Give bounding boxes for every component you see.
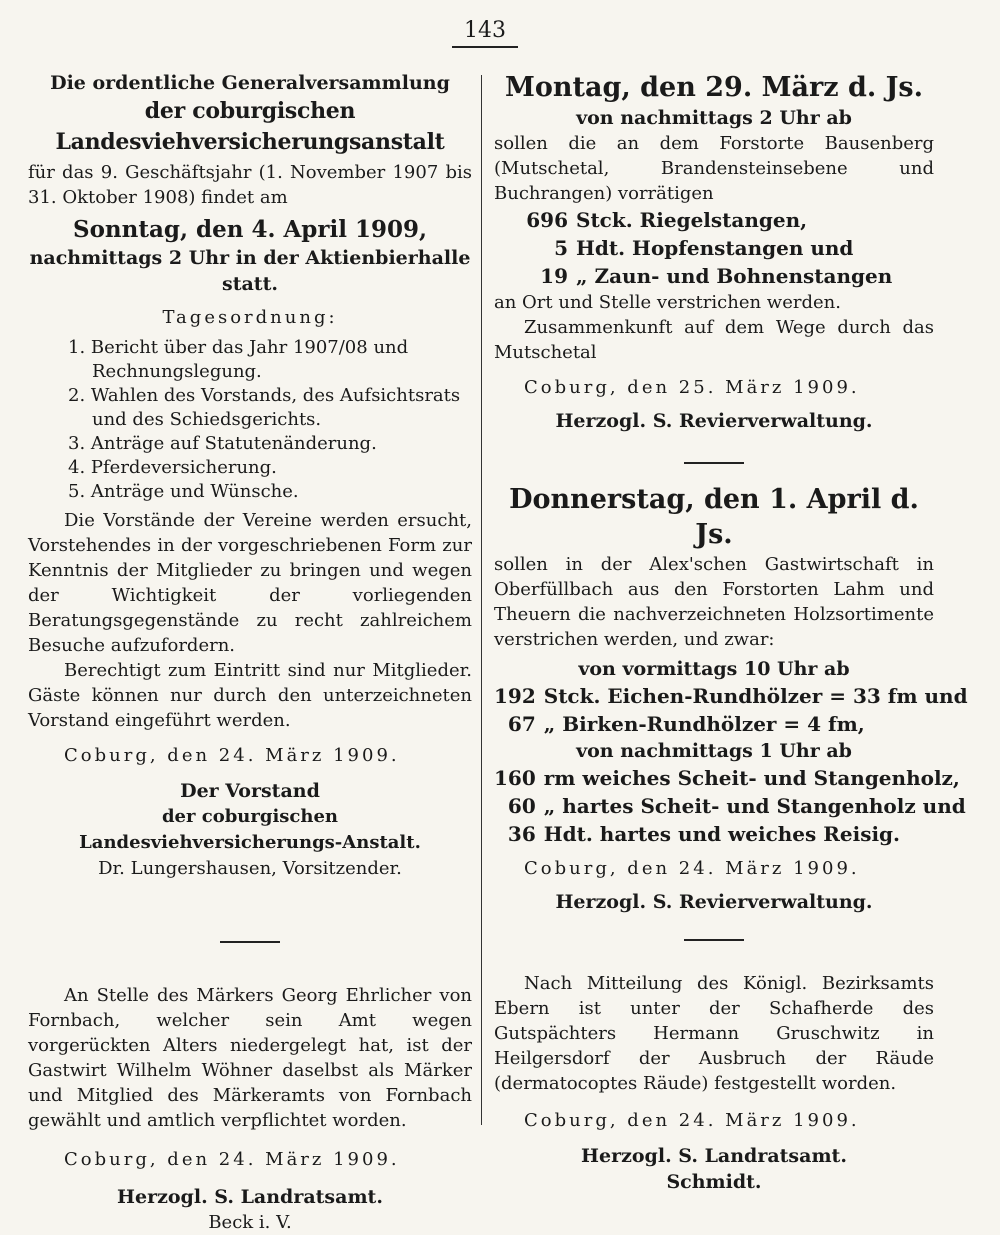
assembly-heading-line2: der coburgischen Landesviehversicherungsanstalt [55,98,445,155]
assembly-date: Sonntag, den 4. April 1909, [72,216,428,243]
auction1-date: Montag, den 29. März d. Js. [504,72,924,103]
auction1-body: sollen die an dem Forstorte Bausenberg (Mutschetal, Brandensteinsebene und Buchrangen) vorrätigen [494,133,934,204]
section-rule [684,939,744,941]
section-rule [220,941,280,943]
maerker-signature: Herzogl. S. Landratsamt. [117,1186,383,1208]
list-item: 19 „ Zaun- und Bohnenstangen [540,264,893,288]
auction1-signature: Herzogl. S. Revierverwaltung. [555,410,873,432]
assembly-signature-title: Der Vorstand [180,780,320,802]
left-column [28,70,472,1235]
agenda-item: 3. Anträge auf Statutenänderung. [68,433,377,454]
announcement-raeude [494,971,934,1195]
announcement-general-assembly [28,70,472,881]
assembly-paragraph-1: Die Vorstände der Vereine werden ersucht, Vorstehendes in der vorgeschriebenen Form zur Kenntnis der Mitglieder zu bringen und wegen der Wichtigkeit der vorliegenden Beratungsgegenstände zu recht zahlreichem Besuche aufzufordern. [28,510,472,656]
agenda-item: 5. Anträge und Wünsche. [68,481,299,502]
assembly-signature-name: Dr. Lungershausen, Vorsitzender. [98,858,402,879]
auction2-signature: Herzogl. S. Revierverwaltung. [555,891,873,913]
maerker-body: An Stelle des Märkers Georg Ehrlicher von Fornbach, welcher sein Amt wegen vorgerückten Alters niedergelegt hat, ist der Gastwirt Wilhelm Wöhner daselbst als Märker und Mitglied des Märkeramts von Fornbach gewählt und amtlich verpflichtet worden. [28,985,472,1131]
list-item: 160 rm weiches Scheit- und Stangenholz, [494,766,960,790]
auction2-time-morning: von vormittags 10 Uhr ab [578,658,850,680]
auction2-date: Donnerstag, den 1. April d. Js. [509,484,919,550]
assembly-signature-org: der coburgischen Landesviehversicherungs-Anstalt. [79,806,421,853]
agenda-item: 2. Wahlen des Vorstands, des Aufsichtsrats und des Schiedsgerichts. [68,385,461,430]
raeude-place-date: Coburg, den 24. März 1909. [524,1110,860,1131]
agenda-list [28,336,472,504]
section-rule [684,462,744,464]
auction1-body2: an Ort und Stelle verstrichen werden. [494,292,841,313]
column-divider [481,75,482,1125]
list-item: 696 Stck. Riegelstangen, [526,208,808,232]
right-column [494,70,968,1195]
agenda-item: 1. Bericht über das Jahr 1907/08 und Rechnungslegung. [68,337,409,382]
raeude-body: Nach Mitteilung des Königl. Bezirksamts Ebern ist unter der Schafherde des Gutspächters Hermann Gruschwitz in Heilgersdorf der Ausbruch der Räude (dermatocoptes Räude) festgestellt worden. [494,973,934,1094]
assembly-time: nachmittags 2 Uhr in der Aktienbierhalle statt. [29,247,471,295]
maerker-signature-sub: Beck i. V. [208,1212,292,1233]
auction2-items-morning [494,682,968,738]
list-item: 60 „ hartes Scheit- und Stangenholz und [507,794,966,818]
agenda-title: Tagesordnung: [162,307,338,328]
assembly-heading-line1: Die ordentliche Generalversammlung [50,72,450,94]
assembly-intro: für das 9. Geschäftsjahr (1. November 1907 bis 31. Oktober 1908) findet am [28,162,472,208]
announcement-auction-march [494,70,934,434]
auction1-items [508,206,892,290]
auction2-items-afternoon [494,764,966,848]
auction2-body: sollen in der Alex'schen Gastwirtschaft in Oberfüllbach aus den Forstorten Lahm und Theuern die nachverzeichneten Holzsortimente verstrichen werden, und zwar: [494,554,934,650]
page-number: 143 [464,18,506,43]
raeude-signature: Herzogl. S. Landratsamt. [581,1145,847,1167]
list-item: 36 Hdt. hartes und weiches Reisig. [507,822,900,846]
auction1-body3: Zusammenkunft auf dem Wege durch das Mutschetal [494,317,934,363]
list-item: 5 Hdt. Hopfenstangen und [554,236,854,260]
auction1-place-date: Coburg, den 25. März 1909. [524,377,860,398]
auction2-time-afternoon: von nachmittags 1 Uhr ab [576,740,852,762]
announcement-auction-april [494,482,968,915]
auction2-place-date: Coburg, den 24. März 1909. [524,858,860,879]
list-item: 192 Stck. Eichen-Rundhölzer = 33 fm und [494,684,968,708]
list-item: 67 „ Birken-Rundhölzer = 4 fm, [507,712,865,736]
raeude-signature-sub: Schmidt. [666,1171,762,1193]
page-number-rule [452,46,518,48]
assembly-place-date: Coburg, den 24. März 1909. [64,745,400,766]
assembly-paragraph-2: Berechtigt zum Eintritt sind nur Mitglieder. Gäste können nur durch den unterzeichneten Vorstand eingeführt werden. [28,660,472,731]
announcement-maerker [28,983,472,1235]
auction1-time: von nachmittags 2 Uhr ab [576,107,852,129]
agenda-item: 4. Pferdeversicherung. [68,457,277,478]
maerker-place-date: Coburg, den 24. März 1909. [64,1149,400,1170]
